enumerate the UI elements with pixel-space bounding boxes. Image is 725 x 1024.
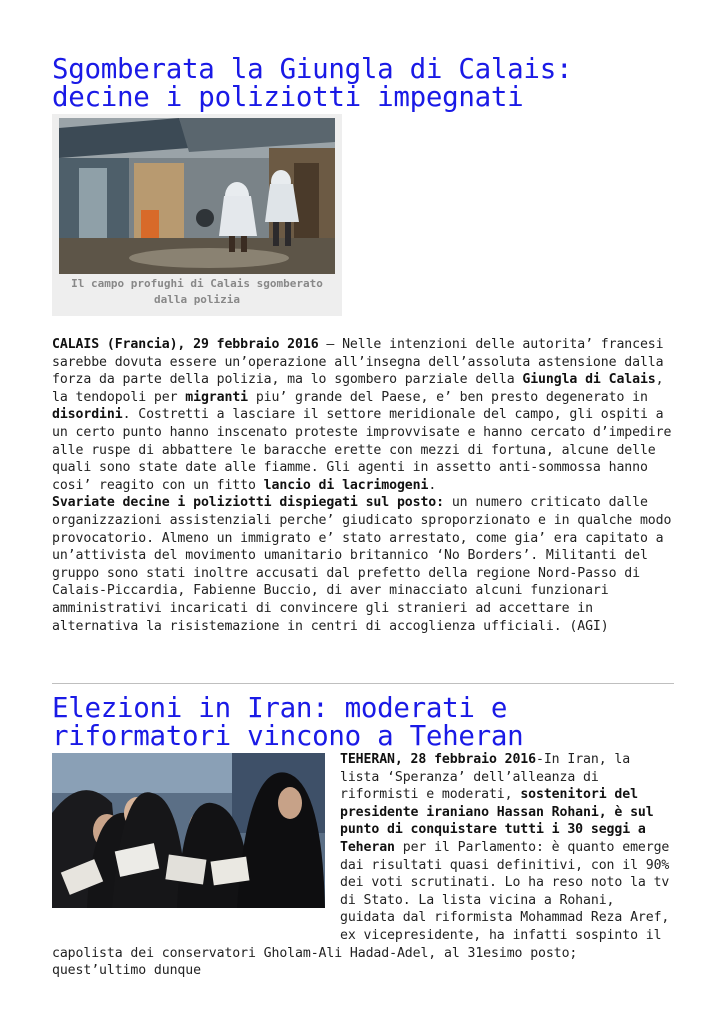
text-run: . Costretti a lasciare il settore meridionale del campo, gli ospiti a un certo punto hanno inscenato proteste improvvisate e hanno cercato d’impedire alle ruspe di abbattere le baracche erette con mezzi di fortuna, alcune delle quali sono state date alle fiamme. Gli agenti in assetto anti-sommossa hanno cosi’ reagito con un fitto — [52, 407, 672, 493]
bold-text: Giungla di Calais — [522, 372, 656, 388]
image-figure — [52, 114, 342, 316]
article-divider — [52, 683, 674, 684]
text-run: un numero criticato dalle organizzazioni assistenziali perche’ giudicato sproporzionato e in qualche modo provocatorio. Almeno un immigrato e’ stato arrestato, come gia’ era capitato a un’attivista del movimento umanitario britannico ‘No Borders’. Militanti del gruppo sono stati inoltre accusati dal prefetto della regione Nord-Passo di Calais-Piccardia, Fabienne Buccio, di aver minacciato alcuni funzionari amministrativi incaricati di convincere gli stranieri ad accettare in alternativa la risistemazione in centri di accoglienza ufficiali. (AGI) — [52, 495, 672, 634]
paragraph-1 — [52, 336, 676, 494]
bold-text: CALAIS (Francia), 29 febbraio 2016 — [52, 337, 319, 352]
text-run: piu’ grande del Paese, e’ ben presto degenerato in — [248, 389, 648, 405]
calais-camp-illustration — [59, 118, 335, 274]
bold-text: disordini — [52, 407, 123, 423]
image-caption: Il campo profughi di Calais sgomberato dalla polizia — [71, 277, 323, 306]
article-body-iran — [52, 751, 676, 980]
paragraph-2 — [52, 494, 676, 635]
article-body-calais — [52, 336, 676, 635]
bold-text: TEHERAN, 28 febbraio 2016 — [340, 752, 536, 767]
image-float-spacer — [52, 751, 340, 927]
text-run: . — [428, 477, 437, 493]
text-run: -In Iran, la lista ‘Speranza’ dell’alleanza di riformisti e moderati, — [340, 752, 631, 803]
bold-text: migranti — [185, 389, 248, 405]
bold-text: sostenitori del presidente iraniano Hassan Rohani, è sul punto di conquistare tutti i 30 seggi a Teheran — [340, 787, 654, 855]
bold-text: lancio di lacrimogeni — [263, 477, 429, 493]
article-title-iran[interactable]: Elezioni in Iran: moderati e riformatori vincono a Teheran — [52, 692, 524, 752]
text-run: – Nelle intenzioni delle autorita’ francesi sarebbe dovuta essere un’operazione all’insegna dell’assoluta astensione dalla forza da parte della polizia, ma lo sgombero parziale della — [52, 337, 664, 388]
bold-text: Svariate decine i poliziotti dispiegati sul posto: — [52, 495, 444, 511]
text-run: , la tendopoli per — [52, 372, 664, 405]
text-run: per il Parlamento: è quanto emerge dai risultati quasi definitivi, con il 90% dei voti scrutinati. Lo ha reso noto la tv di Stato. La lista vicina a Rohani, guidata dal riformista Mohammad Reza Aref, ex vicepresidente, ha infatti sospinto il capolista dei conservatori Gholam-Ali Hadad-Adel, al 31esimo posto; quest’ultimo dunque — [52, 839, 670, 979]
calais-camp-photo — [59, 118, 335, 274]
article-title-calais[interactable]: Sgomberata la Giungla di Calais: decine i poliziotti impegnati — [52, 53, 573, 113]
